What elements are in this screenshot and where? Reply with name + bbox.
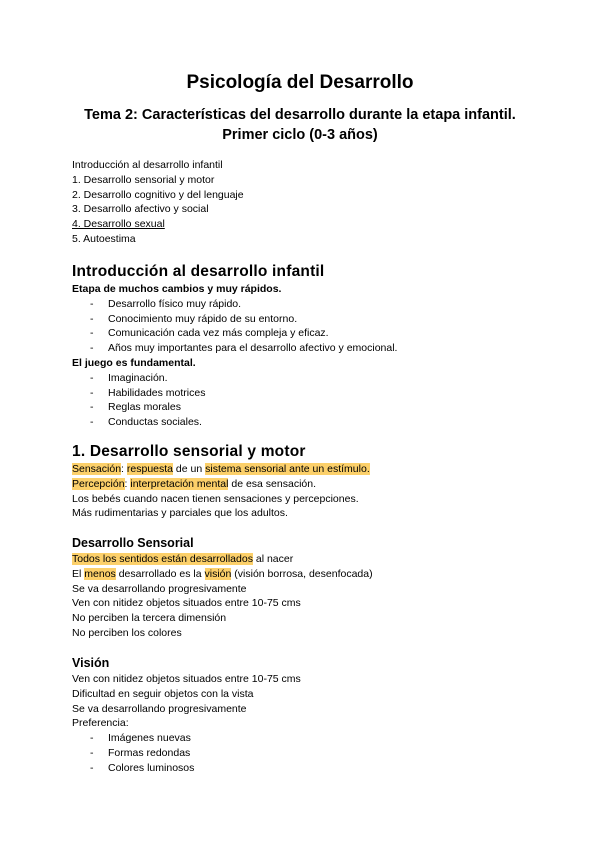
paragraph-line: Los bebés cuando nacen tienen sensaciones y percepciones. bbox=[72, 492, 359, 505]
paragraph-line: Todos los sentidos están desarrollados al nacer bbox=[72, 553, 294, 565]
paragraph-line: Se va desarrollando progresivamente bbox=[72, 582, 247, 595]
toc-item[interactable]: 1. Desarrollo sensorial y motor bbox=[72, 173, 215, 186]
toc-item-link[interactable]: 4. Desarrollo sexual bbox=[72, 218, 165, 231]
sensation-definition: Sensación: respuesta de un sistema sensorial ante un estímulo. bbox=[72, 463, 370, 475]
paragraph-line: No perciben los colores bbox=[72, 626, 182, 639]
paragraph-line: Ven con nitidez objetos situados entre 10-75 cms bbox=[72, 673, 301, 685]
toc-item[interactable]: 3. Desarrollo afectivo y social bbox=[72, 203, 209, 216]
list-item: - Colores luminosos bbox=[90, 761, 195, 774]
list-item: - Imaginación. bbox=[90, 371, 168, 384]
sensorial-heading: Desarrollo Sensorial bbox=[72, 536, 194, 550]
paragraph-line: No perciben la tercera dimensión bbox=[72, 612, 227, 625]
intro-list-1 bbox=[72, 297, 562, 356]
subsection-vision bbox=[72, 655, 562, 776]
list-item: - Conocimiento muy rápido de su entorno. bbox=[90, 312, 298, 325]
document-subtitle bbox=[40, 105, 560, 145]
section-sensorial-motor bbox=[72, 442, 562, 521]
table-of-contents bbox=[72, 158, 562, 247]
intro-bold-1: Etapa de muchos cambios y muy rápidos. bbox=[72, 283, 282, 295]
list-item: - Habilidades motrices bbox=[90, 386, 206, 399]
intro-bold-2: El juego es fundamental. bbox=[72, 356, 196, 369]
subsection-desarrollo-sensorial bbox=[72, 535, 562, 641]
toc-item[interactable]: 5. Autoestima bbox=[72, 232, 136, 245]
intro-list-2 bbox=[72, 371, 562, 430]
intro-section bbox=[72, 262, 562, 430]
paragraph-line: Más rudimentarias y parciales que los adultos. bbox=[72, 507, 288, 520]
list-item: - Reglas morales bbox=[90, 401, 181, 414]
perception-definition: Percepción: interpretación mental de esa sensación. bbox=[72, 477, 316, 490]
list-item: - Comunicación cada vez más compleja y eficaz. bbox=[90, 327, 329, 340]
intro-heading: Introducción al desarrollo infantil bbox=[72, 263, 325, 280]
paragraph-line: El menos desarrollado es la visión (visión borrosa, desenfocada) bbox=[72, 567, 373, 580]
list-item: - Años muy importantes para el desarrollo afectivo y emocional. bbox=[90, 342, 398, 355]
toc-item[interactable]: Introducción al desarrollo infantil bbox=[72, 159, 223, 171]
paragraph-line: Dificultad en seguir objetos con la vista bbox=[72, 687, 254, 700]
document-title: Psicología del Desarrollo bbox=[186, 72, 414, 93]
list-item: - Conductas sociales. bbox=[90, 416, 202, 429]
paragraph-line: Ven con nitidez objetos situados entre 10-75 cms bbox=[72, 597, 301, 610]
subtitle-line-2: Primer ciclo (0-3 años) bbox=[222, 127, 378, 143]
toc-item[interactable]: 2. Desarrollo cognitivo y del lenguaje bbox=[72, 188, 244, 201]
vision-preference-list bbox=[72, 731, 562, 775]
list-item: - Formas redondas bbox=[90, 746, 191, 759]
list-item: - Desarrollo físico muy rápido. bbox=[90, 297, 242, 310]
subtitle-line-1: Tema 2: Características del desarrollo durante la etapa infantil. bbox=[84, 107, 516, 123]
list-item: - Imágenes nuevas bbox=[90, 732, 191, 745]
paragraph-line: Preferencia: bbox=[72, 717, 129, 730]
vision-heading: Visión bbox=[72, 656, 110, 670]
section1-heading: 1. Desarrollo sensorial y motor bbox=[72, 443, 306, 460]
paragraph-line: Se va desarrollando progresivamente bbox=[72, 702, 247, 715]
